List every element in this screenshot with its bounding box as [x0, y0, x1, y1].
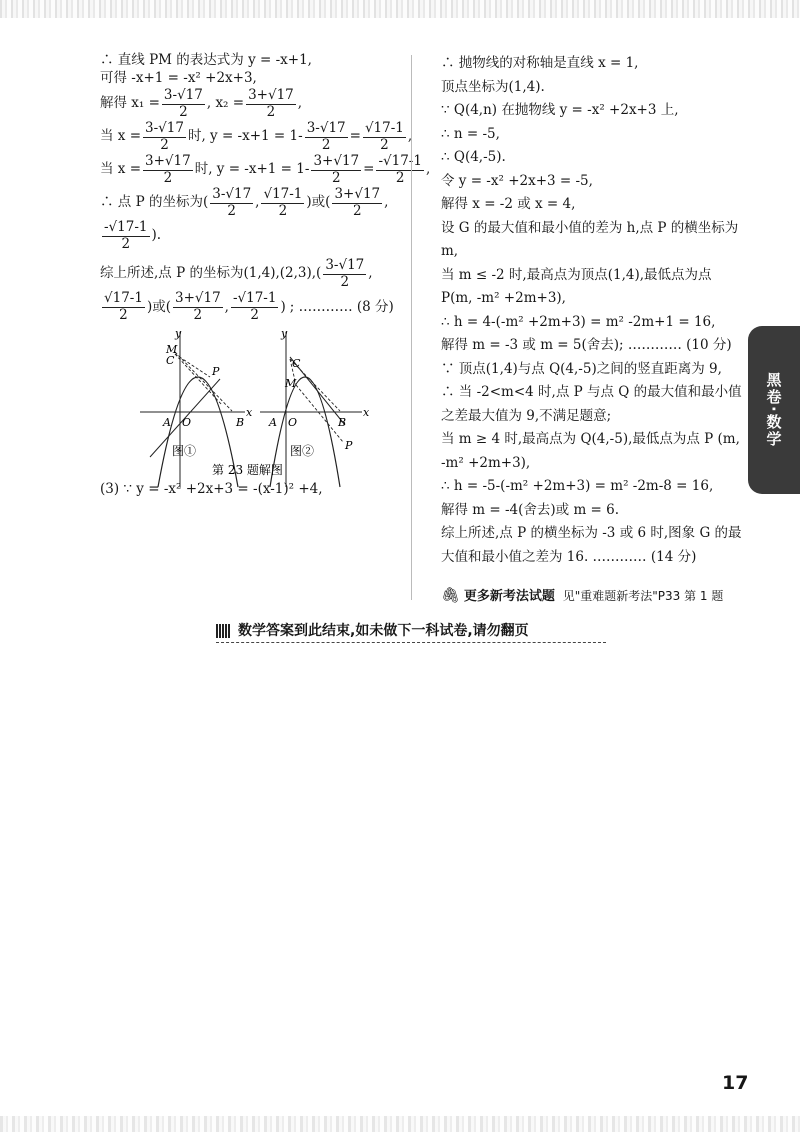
fraction: 3-√17 2 — [212, 186, 252, 219]
text-line: 解得 x = -2 或 x = 4, — [441, 196, 576, 212]
page-number: 17 — [722, 1072, 749, 1094]
point-a-label: A — [269, 416, 277, 430]
text-line: 解得 m = -3 或 m = 5(舍去); ………… (10 分) — [441, 337, 732, 353]
fraction: $\frac{√17-1}{2}$ — [364, 120, 404, 153]
fraction: 3-√17 2 — [325, 257, 365, 290]
text-line: 当 m ≤ -2 时,最高点为顶点(1,4),最低点为点 P(m, -m² +2m+3), — [441, 266, 712, 306]
point-p-label: P — [212, 365, 220, 379]
fraction: $\frac{3-√17}{2}$ — [163, 87, 203, 120]
fraction: √17-1 2 — [104, 290, 143, 323]
fraction: $\frac{-√17-1}{2}$ — [378, 153, 422, 186]
y-axis-label: y — [175, 327, 182, 341]
point-b-label: B — [338, 416, 347, 430]
fraction: $\frac{3+√17}{2}$ — [248, 87, 294, 120]
text-line: 设 G 的最大值和最小值的差为 h,点 P 的横坐标为 m, — [441, 219, 739, 259]
figure-1-caption: 图① — [172, 444, 197, 459]
column-divider — [411, 55, 412, 600]
fraction: $\frac{3-√17}{2}$ — [145, 120, 184, 153]
summary-line: 综上所述,点 P 的坐标为(1,4),(2,3),( 3-√17 2 , — [100, 257, 373, 290]
fraction: $\frac{3+√17}{2}$ — [145, 153, 191, 186]
point-c-label: C — [292, 357, 301, 371]
coordinate-line: -√17-1 2 ). — [104, 219, 162, 252]
fraction: $\frac{3+√17}{2}$ — [313, 153, 360, 186]
solve-line: 解得 x₁ = $\frac{3-√17}{2}$ , x₂ = $\frac{3+√17}{2}$ , — [100, 87, 303, 120]
right-column — [441, 52, 747, 569]
figure-title: 第 23 题解图 — [212, 463, 283, 478]
scan-edge-top — [0, 0, 800, 18]
text-line: (3) ∵ y = -x² +2x+3 = -(x-1)² +4, — [100, 481, 323, 498]
figure-2-caption: 图② — [290, 444, 315, 459]
point-c-label: C — [166, 354, 175, 368]
end-notice: 数学答案到此结束,如未做下一科试卷,请勿翻页 — [216, 620, 606, 640]
point-b-label: B — [236, 416, 245, 430]
left-column — [100, 52, 431, 499]
text-line: ∴ Q(4,-5). — [441, 149, 506, 165]
fraction: 3+√17 2 — [174, 290, 221, 323]
point-p-label: P — [345, 439, 353, 453]
text-line: 顶点坐标为(1,4). — [441, 78, 545, 95]
scan-edge-bottom — [0, 1116, 800, 1132]
x-axis-label: x — [363, 406, 370, 420]
text-line: 综上所述,点 P 的横坐标为 -3 或 6 时,图象 G 的最大值和最小值之差为 16. ………… (14 分) — [441, 525, 742, 565]
text-line: ∴ 抛物线的对称轴是直线 x = 1, — [441, 55, 639, 71]
point-o-label: O — [288, 416, 298, 430]
text-line: 令 y = -x² +2x+3 = -5, — [441, 172, 593, 189]
barcode-icon — [216, 624, 230, 638]
text-line: 当 m ≥ 4 时,最高点为 Q(4,-5),最低点为点 P (m, -m² +2m+3), — [441, 431, 740, 471]
case-line: 当 x = $\frac{3-√17}{2}$ 时, y = -x+1 = 1- $\frac{3-√17}{2}$ = $\frac{√17-1}{2}$ , — [100, 120, 413, 153]
text-line: ∴ 当 -2<m<4 时,点 P 与点 Q 的最大值和最小值之差最大值为 9,不满足题意; — [441, 384, 742, 424]
figure-23 — [100, 327, 390, 497]
figure-23-svg — [100, 327, 390, 497]
point-a-label: A — [163, 416, 171, 430]
line-cb — [175, 352, 232, 411]
paperclip-icon: 🖇 — [441, 586, 461, 604]
x-axis-label: x — [246, 406, 253, 420]
fraction: -√17-1 2 — [104, 219, 148, 252]
summary-line: √17-1 2 )或( 3+√17 2 , -√17-1 2 ) ; ………… (8 分) — [104, 290, 394, 323]
text-line: 可得 -x+1 = -x² +2x+3, — [100, 69, 257, 86]
text-line: ∵ Q(4,n) 在抛物线 y = -x² +2x+3 上, — [441, 102, 679, 118]
text-line: 解得 m = -4(舍去)或 m = 6. — [441, 501, 620, 518]
fraction: -√17-1 2 — [232, 290, 277, 323]
side-tab: 黑卷·数学 — [748, 326, 800, 494]
fraction: 3+√17 2 — [334, 186, 381, 219]
case-line: 当 x = $\frac{3+√17}{2}$ 时, y = -x+1 = 1- $\frac{3+√17}{2}$ = $\frac{-√17-1}{2}$ , — [100, 153, 431, 186]
text-line: ∴ n = -5, — [441, 125, 500, 142]
more-questions-link: 🖇 更多新考法试题 见"重难题新考法"P33 第 1 题 — [441, 586, 724, 604]
text-line: ∴ 直线 PM 的表达式为 y = -x+1, — [100, 52, 312, 68]
point-o-label: O — [182, 416, 192, 430]
text-line: ∵ 顶点(1,4)与点 Q(4,-5)之间的竖直距离为 9, — [441, 360, 722, 377]
text-line: ∴ h = -5-(-m² +2m+3) = m² -2m-8 = 16, — [441, 478, 714, 494]
text-line: ∴ h = 4-(-m² +2m+3) = m² -2m+1 = 16, — [441, 313, 716, 330]
coordinate-line: ∴ 点 P 的坐标为( 3-√17 2 , √17-1 2 )或( 3+√17 2 , — [100, 186, 389, 219]
fraction: √17-1 2 — [263, 186, 303, 219]
fraction: $\frac{3-√17}{2}$ — [306, 120, 346, 153]
point-m-label: M — [285, 377, 297, 391]
point-m-label: M — [166, 343, 178, 357]
y-axis-label: y — [281, 327, 288, 341]
dotted-rule — [216, 642, 606, 643]
